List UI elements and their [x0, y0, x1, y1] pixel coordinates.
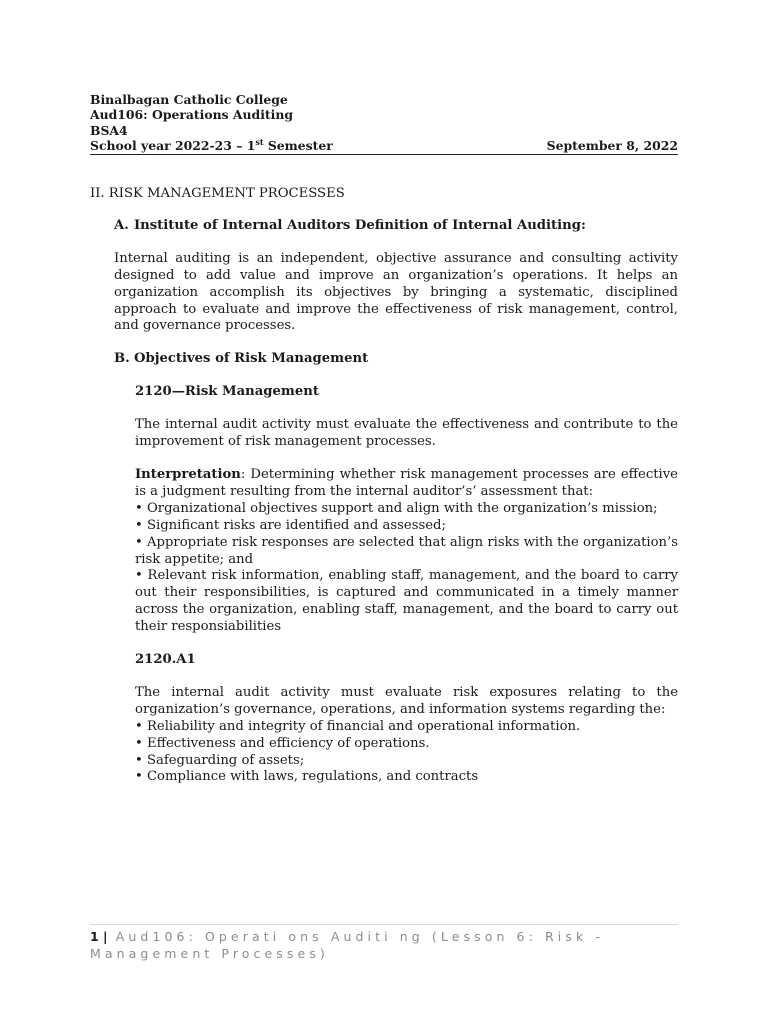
bullet-item: • Safeguarding of assets; [135, 752, 305, 768]
section-name: BSA4 [90, 122, 128, 138]
course-name: Aud106: Operations Auditing [90, 107, 294, 123]
standard-2120-a1-block [135, 685, 678, 786]
section-title: II. RISK MANAGEMENT PROCESSES [90, 186, 345, 201]
interpretation-block [135, 467, 678, 636]
standard-2120-a1-title: 2120.A1 [135, 652, 196, 668]
interpretation-text: : Determining whether risk management processes are effective is a judgment resulting from the internal auditor’s’ assessment that: [135, 466, 678, 499]
standard-2120-block [135, 384, 678, 786]
school-year-prefix: School year 2022-23 – 1 [90, 137, 256, 153]
bullet-item: • Reliability and integrity of financial and operational information. [135, 718, 581, 734]
document-body [90, 186, 678, 802]
subsection-a-label: A. [114, 217, 129, 233]
school-year-ordinal: st [255, 136, 264, 147]
internal-auditing-definition: Internal auditing is an independent, objective assurance and consulting activity designed to add value and improve an organization’s operations. It helps an organization accomplish its objectives by bringing a systematic, disciplined approach to evaluate and improve the effectiveness of risk management, control, and governance processes. [114, 250, 678, 334]
school-year [90, 138, 333, 153]
header-date-row [90, 138, 678, 155]
document-date: September 8, 2022 [546, 137, 678, 153]
subsection-b-label: B. [114, 351, 130, 367]
standard-2120-body: The internal audit activity must evaluate the effectiveness and contribute to the improvement of risk management processes. [135, 417, 678, 450]
subsection-a-title: Institute of Internal Auditors Definition of Internal Auditing: [134, 217, 586, 233]
standard-2120-title: 2120—Risk Management [135, 384, 319, 400]
document-header [90, 92, 678, 155]
bullet-item: • Relevant risk information, enabling staff, management, and the board to carry out their responsibilities, is captured and communicated in a timely manner across the organization, enabling staff, management, and the board to carry out their responsiabilities [135, 568, 678, 635]
subsection-b-title: Objectives of Risk Management [134, 351, 369, 367]
page-footer [90, 924, 678, 962]
subsection-b-heading [114, 351, 678, 368]
footer-text: Aud106: Operati ons Auditi ng (Lesson 6: Risk - Management Processes) [90, 929, 604, 961]
bullet-item: • Compliance with laws, regulations, and contracts [135, 769, 479, 785]
interpretation-label: Interpretation [135, 466, 241, 482]
school-year-suffix: Semester [263, 137, 333, 153]
college-name: Binalbagan Catholic College [90, 92, 288, 107]
bullet-item: • Significant risks are identified and assessed; [135, 517, 446, 533]
subsection-a-heading [114, 218, 678, 235]
page-number: 1 | [90, 929, 108, 944]
interpretation-bullets [135, 501, 678, 636]
standard-2120-a1-bullets [135, 719, 678, 787]
bullet-item: • Organizational objectives support and align with the organization’s mission; [135, 500, 658, 516]
standard-2120-a1-body: The internal audit activity must evaluate risk exposures relating to the organization’s governance, operations, and information systems regarding the: [135, 684, 678, 717]
subsection-a [114, 218, 678, 368]
bullet-item: • Appropriate risk responses are selected that align risks with the organization’s risk appetite; and [135, 534, 678, 567]
bullet-item: • Effectiveness and efficiency of operations. [135, 735, 430, 751]
